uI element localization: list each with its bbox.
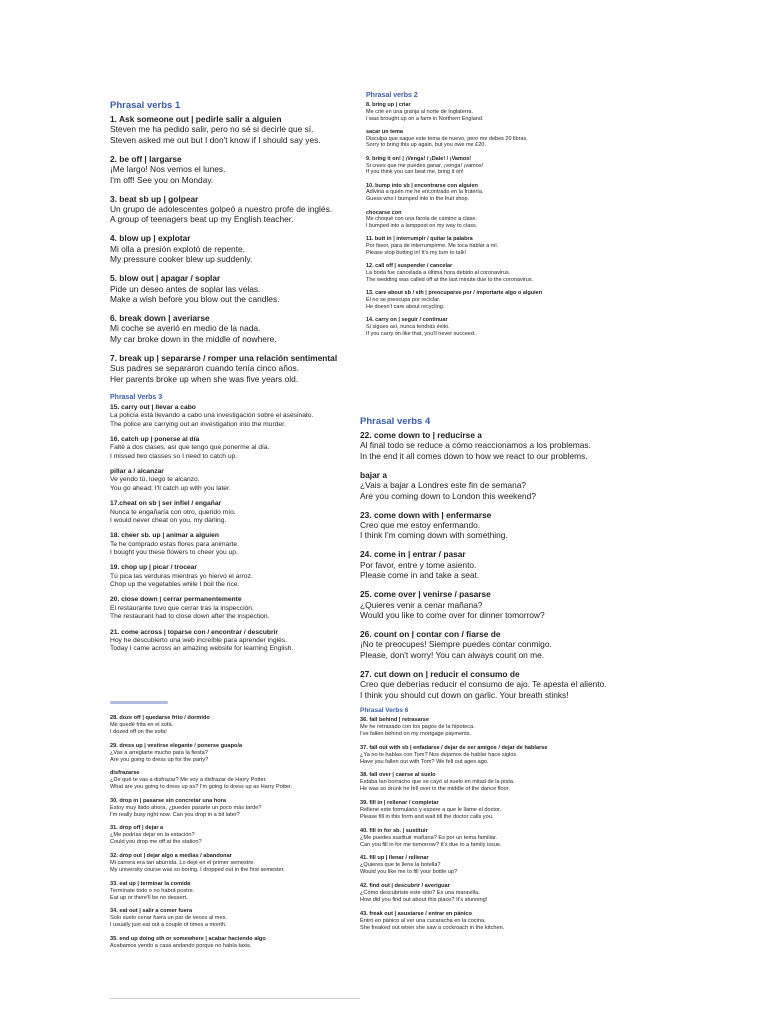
entry	[110, 404, 360, 429]
example-en: I'm off! See you on Monday.	[110, 174, 214, 185]
entry-heading: 3. beat sb up | golpear	[110, 193, 199, 204]
example-es: Tú pica las verduras mientras yo hiervo el arroz.	[110, 572, 253, 580]
entry-heading: 19. chop up | picar / trocear	[110, 564, 197, 572]
entry	[366, 183, 596, 203]
entry-heading: chocarse con	[366, 209, 402, 216]
entry	[366, 156, 596, 176]
entry	[360, 629, 620, 660]
entry-heading: 20. close down | cerrar permanentemente	[110, 596, 242, 604]
entry-heading: disfrazarse	[110, 770, 140, 777]
entry	[366, 102, 596, 122]
entry	[360, 669, 620, 700]
example-es: ¡Me largo! Nos vemos el lunes.	[110, 164, 226, 175]
example-en: How did you find out about this place? It's stunning!	[360, 897, 488, 904]
entry-heading: 27. cut down on | reducir el consumo de	[360, 668, 520, 679]
example-es: ¿Quieres venir a cenar mañana?	[360, 599, 483, 610]
example-en: I would never cheat on you, my darling.	[110, 516, 227, 524]
entry-heading: 4. blow up | explotar	[110, 233, 191, 244]
example-en: Steven asked me out but I don't know if I should say yes.	[110, 134, 321, 145]
entry	[360, 883, 590, 904]
example-en: Her parents broke up when she was five years old.	[110, 373, 299, 384]
example-es: ¿De qué te vas a disfrazar? Me voy a disfrazar de Harry Potter.	[110, 777, 267, 784]
example-en: Sorry to bring this up again, but you owe me £20.	[366, 142, 486, 149]
entry-heading: 33. eat up | terminar la comida	[110, 880, 191, 887]
entry-heading: 11. butt in | interrumpir / quitar la palabra	[366, 236, 473, 243]
entry-heading: 23. come down with | enfermarse	[360, 509, 492, 520]
example-es: ¿Me podrías dejar en la estación?	[110, 832, 195, 839]
section-phrasal-verbs-4	[360, 416, 620, 709]
example-en: I think I'm coming down with something.	[360, 530, 508, 541]
section-phrasal-verbs-3	[110, 394, 360, 661]
example-en: In the end it all comes down to how we react to our problems.	[360, 450, 588, 461]
entry	[360, 911, 590, 932]
entry	[110, 532, 360, 557]
entry	[110, 770, 360, 791]
entry	[110, 468, 360, 493]
example-es: Por favor, entre y tome asiento.	[360, 559, 477, 570]
entry-heading: 37. fall out with sb | enfadarse / dejar de ser amigos / dejar de hablarse	[360, 744, 548, 751]
entry-heading: bajar a	[360, 469, 388, 480]
entry	[110, 825, 360, 846]
entry-heading: 15. carry out | llevar a cabo	[110, 404, 196, 411]
entry-heading: 42. find out | descubrir / averiguar	[360, 883, 450, 890]
example-en: I usually just eat out a couple of times a month.	[110, 922, 227, 929]
example-en: The restaurant had to close down after the inspection.	[110, 613, 270, 621]
example-en: Make a wish before you blow out the candles.	[110, 294, 280, 305]
entry	[110, 596, 360, 621]
entry-heading: 21. come across | toparse con / encontrar / descubrir	[110, 628, 279, 636]
entry	[110, 908, 360, 929]
example-es: Hoy he descubierto una web increíble para aprender inglés.	[110, 636, 287, 644]
entry-heading: 31. drop off | dejar a	[110, 825, 164, 832]
entry-heading: 1. Ask someone out | pedirle salir a alguien	[110, 114, 282, 124]
example-en: Would you like to come over for dinner tomorrow?	[360, 610, 545, 621]
entry-heading: 9. bring it on! | ¡Venga! / ¡Dale! / ¡Vamos!	[366, 155, 472, 162]
entry	[110, 353, 360, 384]
example-es: Entró en pánico al ver una cucaracha en la cocina.	[360, 917, 486, 924]
example-en: Are you coming down to London this weekend?	[360, 490, 536, 501]
example-en: Are you going to dress up for the party?	[110, 756, 209, 763]
entry	[110, 564, 360, 589]
entry	[110, 114, 360, 145]
entry-heading: 14. carry on | seguir / continuar	[366, 317, 448, 324]
entry	[110, 798, 360, 819]
section-title: Phrasal Verbs 3	[110, 394, 163, 401]
entry-heading: 12. call off | suspender / cancelar	[366, 263, 453, 270]
example-es: La boda fue cancelada a última hora debido al coronavirus.	[366, 270, 511, 277]
example-en: He was so drunk he fell over in the middle of the dance floor.	[360, 786, 510, 793]
example-en: You go ahead; I'll catch up with you later.	[110, 484, 231, 492]
example-en: I missed two classes so I need to catch up.	[110, 452, 238, 460]
example-en: My car broke down in the middle of nowhere.	[110, 333, 277, 344]
example-es: La policía está llevando a cabo una investigación sobre el asesinato.	[110, 412, 314, 420]
entry	[110, 154, 360, 185]
example-es: ¿Cómo descubriste este sitio? Es una maravilla.	[360, 890, 480, 897]
example-es: Disculpa que saque este tema de nuevo, pero me debes 20 libras.	[366, 135, 528, 142]
example-en: Can you fill in for me tomorrow? It's due to a family issue.	[360, 841, 502, 848]
example-en: Please fill in this form and wait till the doctor calls you.	[360, 814, 494, 821]
example-en: If you carry on like that, you'll never succeed.	[366, 330, 476, 337]
entry-heading: 5. blow out | apagar / soplar	[110, 273, 221, 284]
entry	[360, 430, 620, 461]
entry-heading: pillar a / alcanzar	[110, 468, 164, 476]
example-es: Rellene este formulario y espere a que le llame el doctor.	[360, 807, 502, 814]
entry	[360, 772, 590, 793]
entry	[110, 629, 360, 654]
example-en: Please, don't worry! You can always count on me.	[360, 649, 545, 660]
example-es: Sus padres se separaron cuando tenía cinco años.	[110, 363, 300, 374]
section-phrasal-verbs-5	[110, 715, 360, 956]
example-es: Ve yendo tú, luego te alcanzo.	[110, 476, 200, 484]
faded-heading-mark	[110, 701, 168, 704]
example-es: Un grupo de adolescentes golpeó a nuestro profe de inglés.	[110, 204, 333, 215]
entry	[366, 129, 596, 149]
example-en: Chop up the vegetables while I boil the rice.	[110, 580, 240, 588]
entry-heading: 18. cheer sb. up | animar a alguien	[110, 532, 219, 540]
example-en: A group of teenagers beat up my English teacher.	[110, 214, 294, 225]
example-es: ¿Ya no te hablas con Tom? Nos dejamos de hablar hace siglos.	[360, 751, 518, 758]
example-en: I bumped into a lamppost on my way to class.	[366, 223, 478, 230]
entry	[110, 194, 360, 225]
example-es: Creo que me estoy enfermando.	[360, 520, 481, 531]
entry-heading: 39. fill in | rellenar / completar	[360, 800, 439, 807]
entry-heading: 17.cheat on sb | ser infiel / engañar	[110, 500, 222, 508]
entry	[360, 717, 590, 738]
example-es: Acabamos yendo a casa andando porque no había taxis.	[110, 942, 252, 949]
example-en: I bought you these flowers to cheer you up.	[110, 548, 238, 556]
entry	[110, 313, 360, 344]
example-es: Falté a dos clases, así que tengo que ponerme al día.	[110, 444, 270, 452]
section-phrasal-verbs-1	[110, 100, 360, 393]
section-title: Phrasal verbs 2	[366, 92, 418, 99]
entry	[110, 853, 360, 874]
example-en: He doesn't care about recycling.	[366, 303, 445, 310]
entry-heading: 26. count on | contar con / fiarse de	[360, 629, 501, 640]
entry	[110, 436, 360, 461]
entry	[110, 743, 360, 764]
example-es: ¡No te preocupes! Siempre puedes contar conmigo.	[360, 639, 552, 650]
section-title: Phrasal verbs 1	[110, 100, 181, 111]
entry	[110, 881, 360, 902]
section-title: Phrasal verbs 4	[360, 416, 431, 427]
entry	[360, 855, 590, 876]
example-en: I was brought up on a farm in Northern England.	[366, 115, 484, 122]
entry-heading: 24. come in | entrar / pasar	[360, 549, 466, 560]
bottom-divider	[110, 998, 360, 999]
example-es: Mi coche se averió en medio de la nada.	[110, 323, 261, 334]
example-es: Él no se preocupa por reciclar.	[366, 297, 441, 304]
entry	[366, 290, 596, 310]
entry-heading: 30. drop in | pasarse sin concretar una hora	[110, 797, 226, 804]
example-es: Me quedé frita en el sofá.	[110, 722, 174, 728]
example-en: Could you drop me off at the station?	[110, 839, 202, 846]
example-en: I think you should cut down on garlic. Your breath stinks!	[360, 689, 569, 700]
example-es: Mi olla a presión explotó de repente.	[110, 243, 246, 254]
section-title: Phrasal Verbs 6	[360, 707, 409, 714]
example-es: Steven me ha pedido salir, pero no sé si decirle que sí.	[110, 124, 314, 135]
example-es: Te he comprado estas flores para animarte.	[110, 540, 239, 548]
example-es: ¿Me puedes sustituir mañana? Es por un tema familiar.	[360, 834, 498, 841]
entry-heading: 32. drop out | dejar algo a medias / abandonar	[110, 852, 232, 859]
example-en: Guess who I bumped into in the fruit shop.	[366, 196, 470, 203]
example-en: Have you fallen out with Tom? We fell out ages ago.	[360, 758, 489, 765]
example-en: She freaked out when she saw a cockroach in the kitchen.	[360, 924, 505, 931]
example-en: My pressure cooker blew up suddenly.	[110, 254, 253, 265]
example-es: ¿Vas a arreglarte mucho para la fiesta?	[110, 749, 208, 756]
entry-heading: 13. care about sb / sth | preocuparse por / importarte algo o alguien	[366, 290, 543, 297]
section-phrasal-verbs-6	[360, 707, 590, 939]
entry	[360, 800, 590, 821]
entry-heading: 35. end up doing sth or somewhere | acabar haciendo algo	[110, 935, 266, 942]
example-en: Today I came across an amazing website for learning English.	[110, 645, 294, 653]
example-en: Please come in and take a seat.	[360, 570, 480, 581]
entry-heading: 34. eat out | salir a comer fuera	[110, 908, 193, 915]
example-es: Estoy muy liado ahora, ¿puedes pasarte un poco más tarde?	[110, 804, 262, 811]
entry	[366, 210, 596, 230]
entry-heading: 22. come down to | reducirse a	[360, 430, 482, 440]
example-en: My university course was so boring. I dropped out in the first semester.	[110, 866, 285, 873]
entry-heading: 16. catch up | ponerse al día	[110, 436, 200, 444]
example-es: ¿Quieres que te llene la botella?	[360, 862, 441, 869]
entry	[110, 500, 360, 525]
entry	[110, 936, 360, 950]
entry	[366, 317, 596, 337]
entry-heading: 41. fill up | llenar / rellenar	[360, 855, 429, 862]
example-es: Estaba tan borracho que se cayó al suelo en mitad de la pista.	[360, 779, 515, 786]
entry-heading: 8. bring up | criar	[366, 102, 411, 108]
example-es: Si sigues así, nunca tendrás éxito.	[366, 323, 450, 330]
example-en: Please stop butting in! It's my turn to talk!	[366, 250, 467, 257]
example-es: Termínate todo o no habrá postre.	[110, 887, 195, 894]
entry	[360, 745, 590, 766]
entry	[360, 470, 620, 501]
example-es: El restaurante tuvo que cerrar tras la inspección.	[110, 604, 254, 612]
entry	[360, 828, 590, 849]
example-en: Eat up or there'll be no dessert.	[110, 894, 188, 901]
example-es: Me he retrasado con los pagos de la hipoteca.	[360, 724, 475, 730]
example-es: Pide un deseo antes de soplar las velas.	[110, 283, 261, 294]
example-en: I'm really busy right now. Can you drop in a bit later?	[110, 811, 240, 818]
entry-heading: 7. break up | separarse / romper una relación sentimental	[110, 352, 338, 363]
entry-heading: 10. bump into sb | encontrarse con alguien	[366, 182, 478, 189]
entry	[360, 510, 620, 541]
example-es: Por favor, para de interrumpirme. Me toca hablar a mí.	[366, 243, 499, 250]
entry-heading: 25. come over | venirse / pasarse	[360, 589, 491, 600]
entry	[360, 549, 620, 580]
example-en: I dozed off on the sofa!	[110, 729, 167, 735]
example-es: Me choqué con una farola de camino a clase.	[366, 216, 477, 223]
example-en: I've fallen behind on my mortgage payments.	[360, 731, 472, 737]
example-en: The wedding was called off at the last minute due to the coronavirus.	[366, 276, 534, 283]
example-es: Si crees que me puedes ganar, ¡venga! ¡vamos!	[366, 162, 484, 169]
entry	[360, 589, 620, 620]
entry-heading: 38. fall over | caerse al suelo	[360, 772, 436, 779]
example-es: Al final todo se reduce a cómo reaccionamos a los problemas.	[360, 440, 591, 451]
entry-heading: 28. doze off | quedarse frito / dormido	[110, 715, 210, 721]
example-es: ¿Vais a bajar a Londres este fin de semana?	[360, 480, 527, 491]
entry	[366, 263, 596, 283]
example-es: Creo que deberías reducir el consumo de ajo. Te apesta el aliento.	[360, 679, 607, 690]
example-en: What are you going to dress up as? I'm going to dress up as Harry Potter.	[110, 784, 293, 791]
example-en: The police are carrying out an investigation into the murder.	[110, 420, 286, 428]
example-es: Solo suelo cenar fuera un par de veces al mes.	[110, 915, 227, 922]
section-phrasal-verbs-2	[366, 92, 596, 344]
entry	[366, 236, 596, 256]
example-es: Me crié en una granja al norte de Inglaterra.	[366, 108, 474, 115]
entry-heading: 2. be off | largarse	[110, 153, 182, 164]
entry	[110, 273, 360, 304]
entry-heading: 36. fall behind | retrasarse	[360, 717, 430, 723]
example-es: Adivina a quién me he encontrado en la frutería.	[366, 189, 484, 196]
entry	[110, 233, 360, 264]
example-es: Nunca te engañaría con otro, querido mío.	[110, 508, 236, 516]
example-es: Mi carrera era tan aburrida. Lo dejé en el primer semestre.	[110, 859, 255, 866]
entry-heading: 6. break down | averiarse	[110, 313, 210, 324]
example-en: Would you like me to fill your bottle up?	[360, 869, 458, 876]
entry-heading: 43. freak out | asustarse / entrar en pánico	[360, 910, 472, 917]
entry-heading: 29. dress up | vestirse elegante / ponerse guapo/a	[110, 742, 243, 749]
entry-heading: 40. fill in for sb. | sustituir	[360, 827, 428, 834]
entry-heading: sacar un tema	[366, 128, 403, 135]
entry	[110, 715, 360, 736]
example-en: If you think you can beat me, bring it on!	[366, 169, 464, 176]
